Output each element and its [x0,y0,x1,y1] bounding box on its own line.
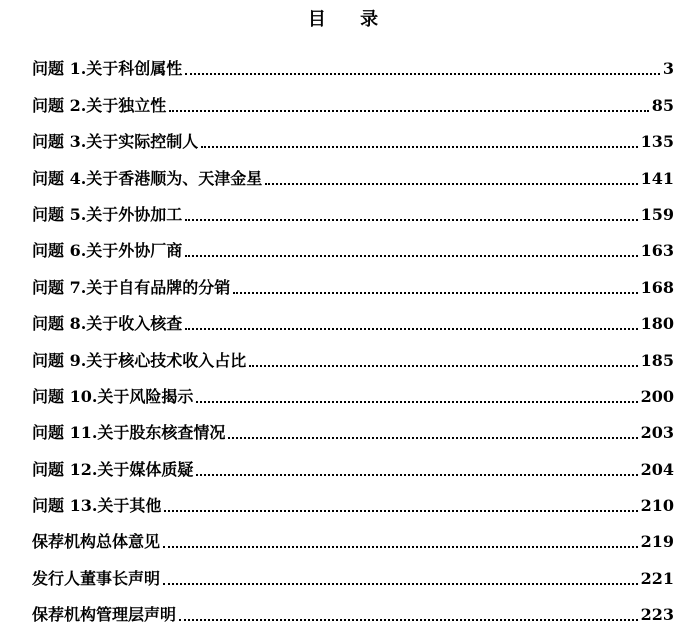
toc-entry-label: 问题 7.关于自有品牌的分销 [32,277,231,297]
toc-entry-label: 问题 5.关于外协加工 [32,204,183,224]
dot-leader [233,292,637,294]
dot-leader [196,401,637,403]
toc-page-number: 141 [640,168,674,188]
toc-entry-16[interactable] [32,590,674,626]
toc-entry-4[interactable] [32,153,674,189]
dot-leader [163,546,638,548]
toc-entry-5[interactable] [32,190,674,226]
dot-leader [185,328,637,330]
toc-page-number: 185 [640,350,674,370]
toc-page-number: 159 [640,204,674,224]
toc-page-number: 180 [640,314,674,334]
toc-page-number: 223 [640,605,674,625]
toc-page-number: 203 [640,423,674,443]
dot-leader [201,146,637,148]
toc-entry-14[interactable] [32,517,674,553]
toc-entry-6[interactable] [32,226,674,262]
toc-page-number: 85 [651,95,674,115]
toc-entry-12[interactable] [32,444,674,480]
toc-entry-7[interactable] [32,262,674,298]
toc-entry-13[interactable] [32,481,674,517]
table-of-contents [32,44,674,626]
toc-page-number: 163 [640,241,674,261]
toc-entry-8[interactable] [32,299,674,335]
dot-leader [179,619,638,621]
toc-entry-label: 问题 1.关于科创属性 [32,59,183,79]
toc-entry-label: 问题 3.关于实际控制人 [32,132,199,152]
toc-page-number: 200 [640,386,674,406]
dot-leader [185,219,637,221]
dot-leader [169,110,648,112]
toc-entry-11[interactable] [32,408,674,444]
toc-entry-label: 保荐机构管理层声明 [32,605,177,625]
toc-entry-label: 问题 4.关于香港顺为、天津金星 [32,168,263,188]
toc-entry-label: 问题 9.关于核心技术收入占比 [32,350,247,370]
dot-leader [185,73,660,75]
dot-leader [265,183,637,185]
toc-page-number: 168 [640,277,674,297]
page-title: 目 录 [307,9,393,30]
dot-leader [249,365,637,367]
dot-leader [185,255,637,257]
toc-entry-label: 问题 13.关于其他 [32,496,162,516]
toc-page-number: 219 [640,532,674,552]
toc-entry-3[interactable] [32,117,674,153]
toc-entry-1[interactable] [32,44,674,80]
dot-leader [196,474,637,476]
toc-entry-label: 保荐机构总体意见 [32,532,161,552]
toc-page-number: 3 [662,59,674,79]
toc-entry-2[interactable] [32,80,674,116]
toc-entry-15[interactable] [32,553,674,589]
toc-entry-label: 发行人董事长声明 [32,568,161,588]
dot-leader [228,437,637,439]
toc-entry-label: 问题 11.关于股东核查情况 [32,423,226,443]
toc-entry-label: 问题 12.关于媒体质疑 [32,459,194,479]
toc-page-number: 135 [640,132,674,152]
toc-entry-label: 问题 2.关于独立性 [32,95,167,115]
toc-page-number: 204 [640,459,674,479]
dot-leader [164,510,637,512]
toc-entry-9[interactable] [32,335,674,371]
toc-page-number: 210 [640,496,674,516]
toc-entry-10[interactable] [32,372,674,408]
dot-leader [163,583,638,585]
toc-entry-label: 问题 6.关于外协厂商 [32,241,183,261]
toc-entry-label: 问题 10.关于风险揭示 [32,386,194,406]
toc-entry-label: 问题 8.关于收入核查 [32,314,183,334]
toc-page-number: 221 [640,568,674,588]
